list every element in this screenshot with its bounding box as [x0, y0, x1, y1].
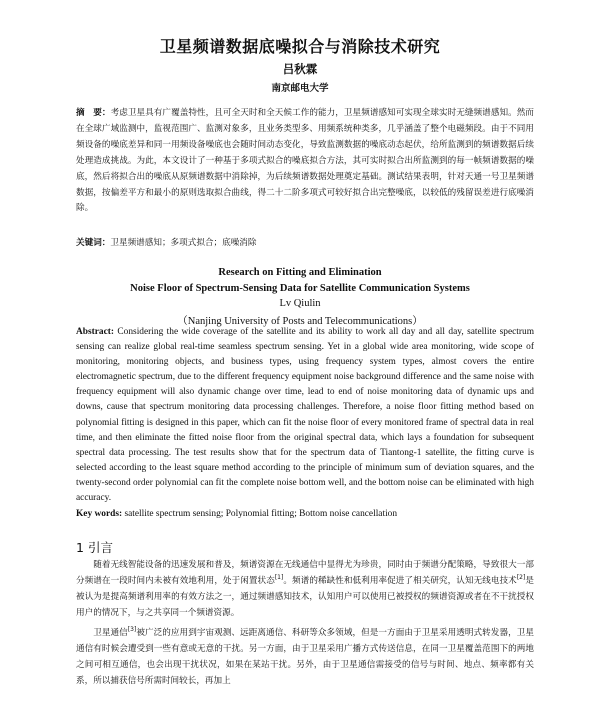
- section-heading-introduction: [76, 538, 113, 556]
- body-text-span: 是被认为是提高频谱利用率的有效方法之一，通过频谱感知技术，认知用户可以使用已被授权的频谱资源或者在不干扰授权用户的情况下，与之共享同一个频谱资源。: [76, 576, 534, 618]
- body-text-span: 卫星通信: [93, 628, 128, 638]
- keywords-cn: [76, 236, 534, 250]
- citation-ref: [2]: [516, 574, 526, 582]
- paper-title-en-line2: Noise Floor of Spectrum-Sensing Data for Satellite Communication Systems: [130, 283, 470, 294]
- abstract-en-label: Abstract:: [76, 327, 115, 337]
- keywords-en-text: satellite spectrum sensing; Polynomial fitting; Bottom noise cancellation: [122, 509, 398, 519]
- section-title: 引言: [87, 540, 113, 555]
- abstract-en: [76, 325, 534, 506]
- citation-ref: [3]: [127, 626, 137, 634]
- affiliation-cn: 南京邮电大学: [271, 83, 329, 94]
- body-text-span: 。频谱的稀缺性和低利用率促进了相关研究，认知无线电技术: [283, 576, 517, 586]
- body-paragraph-1: [76, 557, 534, 621]
- abstract-cn: [76, 106, 534, 217]
- abstract-cn-text: 考虑卫星具有广覆盖特性，且可全天时和全天候工作的能力，卫星频谱感知可实现全球实时无缝频谱感知。然而在全球广域监测中，监视范围广、监测对象多，且业务类型多、用频系统种类多，几乎涵盖了整个电磁频段。由于不同用频设备的噪底差异和同一用频设备噪底也会随时间动态变化，导致监测数据的噪底动态起伏，给所监测到的频谱数据后续处理造成挑战。为此，本文设计了一种基于多项式拟合的噪底拟合方法，其可实时拟合出所监测到的每一帧频谱数据的噪底，然后将拟合出的噪底从原频谱数据中消除掉，为后续频谱数据处理奠定基础。测试结果表明，针对天通一号卫星频谱数据，按偏差平方和最小的原则选取拟合曲线，得二十二阶多项式可较好拟合出完整噪底，以较低的残留误差进行底噪消除。: [76, 108, 534, 214]
- body-text-span: 随着无线智能设备的迅速发展和普及，频谱资源在无线通信中显得尤为珍贵，同时由于频谱分配策略，导致很大一部分频谱在一段时间内未被有效地利用，处于闲置状态: [76, 560, 534, 586]
- affiliation-en: （Nanjing University of Posts and Telecommunications）: [177, 316, 423, 327]
- abstract-en-text: Considering the wide coverage of the satellite and its ability to work all day and all day, satellite spectrum sensing can realize global real-time seamless spectrum sensing. Yet in a global wide area monitoring, wide scope of monitoring, monitoring objects, and business types, using frequency system types, almost covers the entire electromagnetic spectrum, due to the different frequency equipment noise background difference and the same noise with frequency equipment will also dynamic change over time, lead to end of noise monitoring data of dynamic ups and downs, cause that spectrum monitoring data processing challenges. Therefore, a noise floor fitting method based on polynomial fitting is designed in this paper, which can fit the noise floor of every monitored frame of spectral data in real time, and then eliminate the fitted noise floor from the original spectral data, which lays a foundation for subsequent spectral data processing. The test results show that for the spectrum data of Tiantong-1 satellite, the fitting curve is selected according to the least square method according to the principle of minimum sum of deviation squares, and the twenty-second order polynomial can fit the complete noise bottom well, and the bottom noise can be eliminated with high accuracy.: [76, 327, 534, 504]
- section-number: 1: [76, 540, 84, 555]
- keywords-en-label: Key words:: [76, 509, 123, 519]
- keywords-en: [76, 507, 534, 521]
- abstract-cn-label: 摘 要：: [76, 108, 111, 118]
- citation-ref: [1]: [274, 574, 284, 582]
- author-name-en: Lv Qiulin: [279, 298, 321, 309]
- paper-title-cn: 卫星频谱数据底噪拟合与消除技术研究: [159, 37, 441, 56]
- paper-title-en-line1: Research on Fitting and Elimination: [218, 267, 382, 278]
- keywords-cn-text: 卫星频谱感知；多项式拟合；底噪消除: [110, 238, 257, 248]
- body-text-span: 被广泛的应用到宇宙观测、远距离通信、科研等众多领域，但是一方面由于卫星采用透明式转发器，卫星通信有时候会遭受到一些有意或无意的干扰。另一方面，由于卫星采用广播方式传送信息，在同一卫星覆盖范围下的两地之间可相互通信，也会出现干扰状况，如果在某站干扰。另外，由于卫星通信需接受的信号与时间、地点、频率都有关系，所以捕获信号所需时间较长，再加上: [76, 628, 534, 686]
- author-name-cn: 吕秋霖: [282, 62, 318, 76]
- body-paragraph-2: [76, 625, 534, 689]
- body-text: [76, 557, 534, 693]
- keywords-cn-label: 关键词：: [76, 238, 111, 248]
